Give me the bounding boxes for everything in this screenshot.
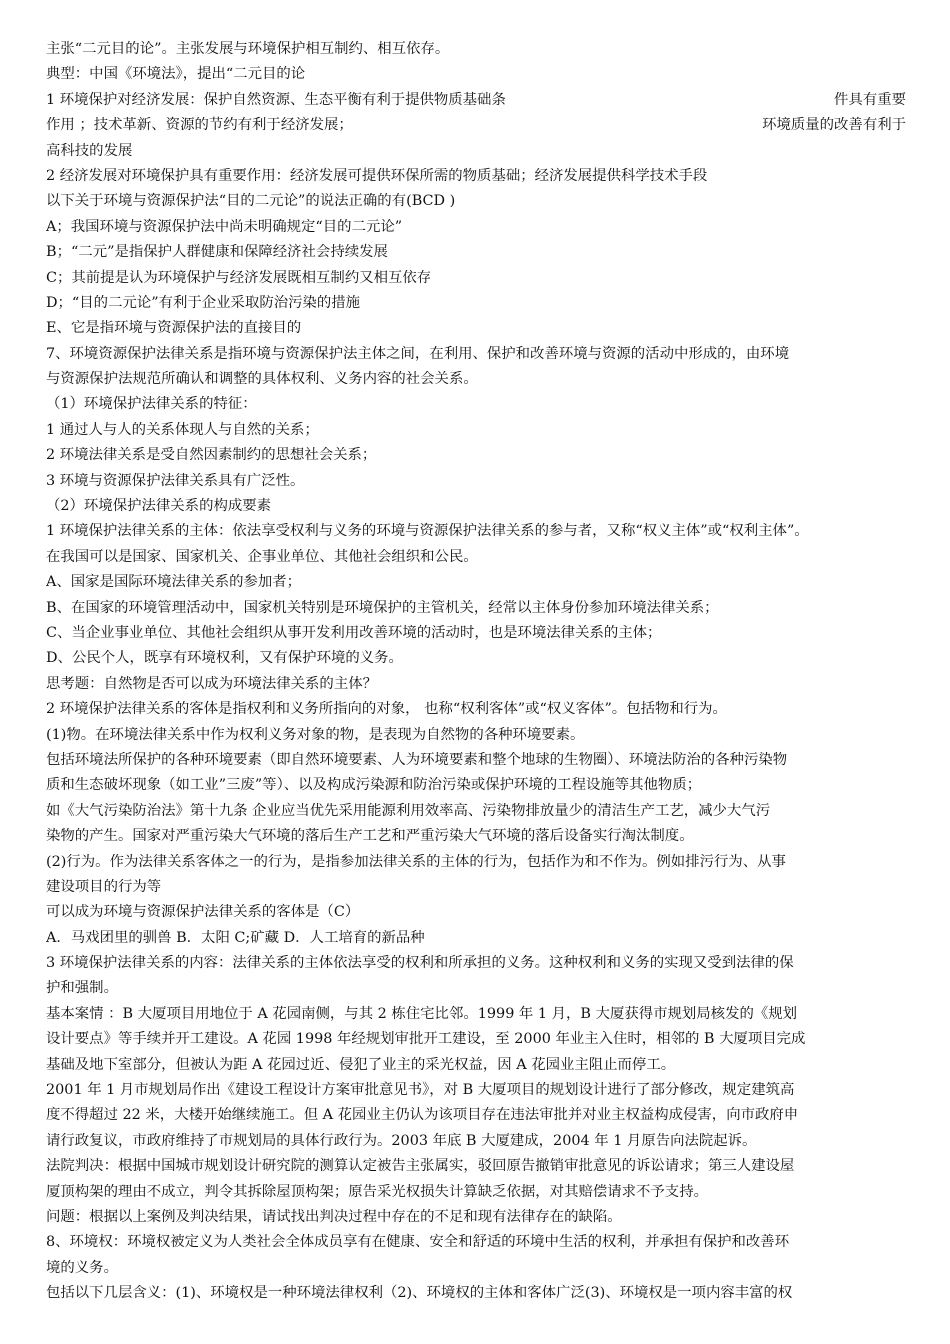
text-line-35: 可以成为环境与资源保护法律关系的客体是（C） <box>46 904 360 921</box>
text-line-26: 思考题：自然物是否可以成为环境法律关系的主体？ <box>46 675 377 692</box>
text-line-13: 7、环境资源保护法律关系是指环境与资源保护法主体之间，在利用、保护和改善环境与资源的活动中形成的，由环境 <box>46 345 790 362</box>
text-line-40: 设计要点》等手续并开工建设。A 花园 1998 年经规划审批开工建设，至 2000 年业主入住时，相邻的 B 大厦项目完成 <box>46 1031 806 1048</box>
text-line-3-left: 1 环境保护对经济发展：保护自然资源、生态平衡有利于提供物质基础条 <box>46 91 506 108</box>
text-line-31: 如《大气污染防治法》第十九条 企业应当优先采用能源利用效率高、污染物排放量少的清洁生产工艺，减少大气污 <box>46 802 771 819</box>
text-line-36: A．马戏团里的驯兽 B．太阳 C;矿藏 D．人工培育的新品种 <box>46 929 425 946</box>
text-line-33: (2)行为。作为法律关系客体之一的行为，是指参加法律关系的主体的行为，包括作为和不作为。例如排污行为、从事 <box>46 853 786 870</box>
text-line-23: B、在国家的环境管理活动中，国家机关特别是环境保护的主管机关，经常以主体身份参加环境法律关系； <box>46 599 719 616</box>
text-line-24: C、当企业事业单位、其他社会组织从事开发利用改善环境的活动时，也是环境法律关系的主体； <box>46 624 662 641</box>
text-line-30: 质和生态破坏现象（如工业”三废”等）、以及构成污染源和防治污染或保护环境的工程设施等其他物质； <box>46 777 702 794</box>
text-line-44: 请行政复议，市政府维持了市规划局的具体行政行为。2003 年底 B 大厦建成，2004 年 1 月原告向法院起诉。 <box>46 1132 757 1149</box>
text-line-17: 2 环境法律关系是受自然因素制约的思想社会关系； <box>46 447 377 464</box>
text-line-22: A、国家是国际环境法律关系的参加者； <box>46 574 302 591</box>
text-line-3-right: 件具有重要 <box>834 91 906 108</box>
text-line-20: 1 环境保护法律关系的主体：依法享受权利与义务的环境与资源保护法律关系的参与者，又称“权义主体”或“权利主体”。 <box>46 523 809 540</box>
text-line-32: 染物的产生。国家对严重污染大气环境的落后生产工艺和严重污染大气环境的落后设备实行淘汰制度。 <box>46 828 694 845</box>
text-line-50: 包括以下几层含义：(1)、环境权是一种环境法律权利（2)、环境权的主体和客体广泛(3)、环境权是一项内容丰富的权 <box>46 1285 793 1302</box>
text-line-3 <box>46 88 906 113</box>
text-line-10: C；其前提是认为环境保护与经济发展既相互制约又相互依存 <box>46 269 432 286</box>
text-line-4 <box>46 113 906 138</box>
text-line-49: 境的义务。 <box>46 1259 118 1276</box>
text-line-21: 在我国可以是国家、国家机关、企事业单位、其他社会组织和公民。 <box>46 548 478 565</box>
text-line-29: 包括环境法所保护的各种环境要素（即自然环境要素、人为环境要素和整个地球的生物圈）、环境法防治的各种污染物 <box>46 751 788 768</box>
text-line-18: 3 环境与资源保护法律关系具有广泛性。 <box>46 472 305 489</box>
text-line-39: 基本案情 ：B 大厦项目用地位于 A 花园南侧，与其 2 栋住宅比邻。1999 年 1 月，B 大厦获得市规划局核发的《规划 <box>46 1005 798 1022</box>
text-line-27: 2 环境保护法律关系的客体是指权利和义务所指向的对象， 也称“权利客体”或“权义客体”。包括物和行为。 <box>46 701 727 718</box>
text-line-48: 8、环境权：环境权被定义为人类社会全体成员享有在健康、安全和舒适的环境中生活的权利，并承担有保护和改善环 <box>46 1234 790 1251</box>
text-line-43: 度不得超过 22 米，大楼开始继续施工。但 A 花园业主仍认为该项目存在违法审批并对业主权益构成侵害，向市政府申 <box>46 1107 799 1124</box>
text-line-19: （2）环境保护法律关系的构成要素 <box>46 498 272 515</box>
text-line-11: D；“目的二元论”有利于企业采取防治污染的措施 <box>46 294 361 311</box>
text-line-12: E、它是指环境与资源保护法的直接目的 <box>46 320 302 337</box>
text-line-28: (1)物。在环境法律关系中作为权利义务对象的物，是表现为自然物的各种环境要素。 <box>46 726 585 743</box>
text-line-46: 厦顶构架的理由不成立，判令其拆除屋顶构架；原告采光权损失计算缺乏依据，对其赔偿请求不予支持。 <box>46 1183 708 1200</box>
text-line-6: 2 经济发展对环境保护具有重要作用：经济发展可提供环保所需的物质基础；经济发展提供科学技术手段 <box>46 167 708 184</box>
text-line-34: 建设项目的行为等 <box>46 878 162 895</box>
text-line-2: 典型：中国《环境法》，提出“二元目的论 <box>46 66 306 83</box>
text-line-14: 与资源保护法规范所确认和调整的具体权利、义务内容的社会关系。 <box>46 371 478 388</box>
text-line-42: 2001 年 1 月市规划局作出《建设工程设计方案审批意见书》，对 B 大厦项目的规划设计进行了部分修改，规定建筑高 <box>46 1082 795 1099</box>
text-line-38: 护和强制。 <box>46 980 118 997</box>
text-line-8: A；我国环境与资源保护法中尚未明确规定“目的二元论” <box>46 218 403 235</box>
text-line-4-right: 环境质量的改善有利于 <box>762 117 906 134</box>
text-line-5: 高科技的发展 <box>46 142 133 159</box>
text-line-25: D、公民个人，既享有环境权利，又有保护环境的义务。 <box>46 650 403 667</box>
text-line-15: （1）环境保护法律关系的特征： <box>46 396 257 413</box>
text-line-7: 以下关于环境与资源保护法“目的二元论”的说法正确的有(BCD ) <box>46 193 456 210</box>
text-line-45: 法院判决：根据中国城市规划设计研究院的测算认定被告主张属实，驳回原告撤销审批意见的诉讼请求；第三人建设屋 <box>46 1158 795 1175</box>
text-line-9: B；“二元”是指保护人群健康和保障经济社会持续发展 <box>46 244 388 261</box>
text-line-37: 3 环境保护法律关系的内容：法律关系的主体依法享受的权利和所承担的义务。这种权利和义务的实现又受到法律的保 <box>46 955 794 972</box>
text-line-1: 主张“二元目的论”。主张发展与环境保护相互制约、相互依存。 <box>46 41 450 57</box>
text-line-4-left: 作用 ；技术革新、资源的节约有利于经济发展； <box>46 117 353 134</box>
text-line-47: 问题：根据以上案例及判决结果，请试找出判决过程中存在的不足和现有法律存在的缺陷。 <box>46 1208 622 1225</box>
text-line-41: 基础及地下室部分，但被认为距 A 花园过近、侵犯了业主的采光权益，因 A 花园业主阻止而停工。 <box>46 1056 676 1073</box>
text-line-16: 1 通过人与人的关系体现人与自然的关系； <box>46 421 319 438</box>
